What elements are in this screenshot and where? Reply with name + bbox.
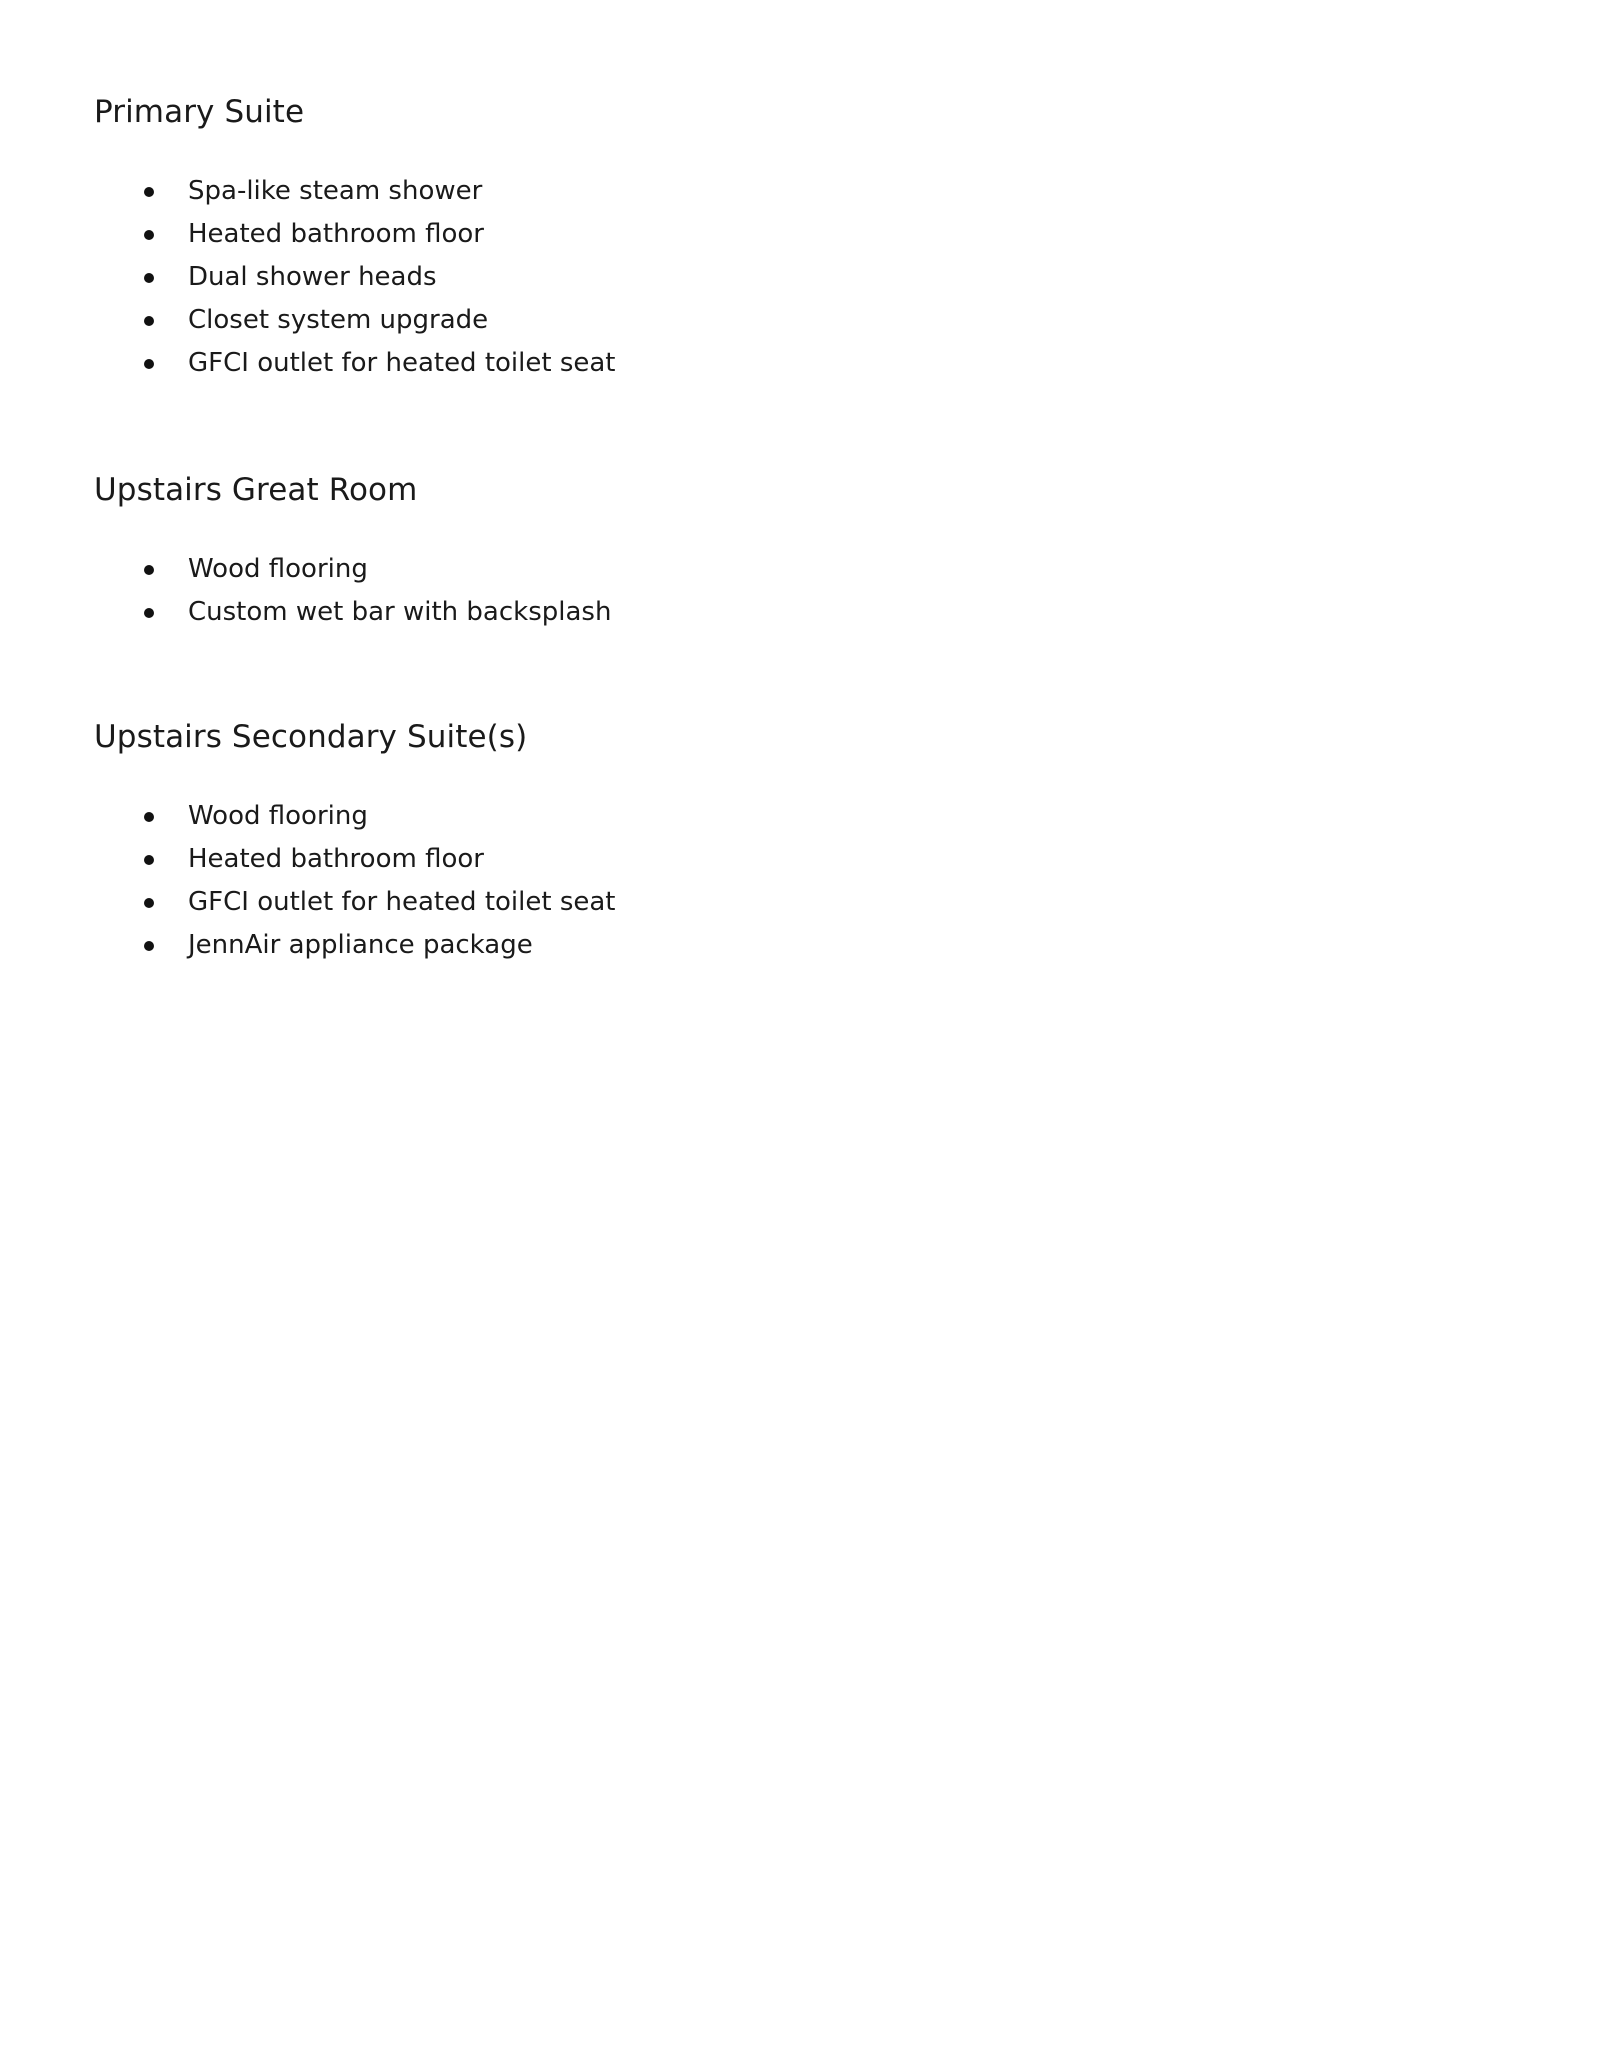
bullet-icon (144, 855, 154, 865)
bullet-icon (144, 608, 154, 618)
list-item-text: Closet system upgrade (188, 305, 489, 335)
bullet-icon (144, 230, 154, 240)
list-item-text: Heated bathroom floor (188, 844, 484, 874)
bullet-icon (144, 316, 154, 326)
list-item (94, 256, 1494, 299)
list-item-text: Heated bathroom floor (188, 219, 484, 249)
feature-list (94, 170, 1494, 385)
list-item-text: Wood flooring (188, 554, 368, 584)
section-upstairs-great-room (94, 470, 1494, 634)
list-item (94, 342, 1494, 385)
section-upstairs-secondary-suites (94, 717, 1494, 967)
list-item-text: GFCI outlet for heated toilet seat (188, 348, 616, 378)
list-item (94, 924, 1494, 967)
bullet-icon (144, 812, 154, 822)
list-item (94, 213, 1494, 256)
bullet-icon (144, 565, 154, 575)
section-heading: Upstairs Secondary Suite(s) (94, 719, 528, 755)
list-item (94, 548, 1494, 591)
list-item (94, 881, 1494, 924)
section-heading: Upstairs Great Room (94, 472, 418, 508)
list-item-text: Dual shower heads (188, 262, 437, 292)
section-heading: Primary Suite (94, 94, 305, 130)
feature-list (94, 548, 1494, 634)
list-item-text: Custom wet bar with backsplash (188, 597, 612, 627)
bullet-icon (144, 898, 154, 908)
list-item (94, 299, 1494, 342)
bullet-icon (144, 187, 154, 197)
list-item (94, 795, 1494, 838)
list-item-text: Wood flooring (188, 801, 368, 831)
list-item-text: Spa-like steam shower (188, 176, 483, 206)
list-item (94, 838, 1494, 881)
bullet-icon (144, 359, 154, 369)
list-item (94, 591, 1494, 634)
list-item (94, 170, 1494, 213)
section-primary-suite (94, 92, 1494, 385)
feature-list (94, 795, 1494, 967)
bullet-icon (144, 941, 154, 951)
list-item-text: GFCI outlet for heated toilet seat (188, 887, 616, 917)
list-item-text: JennAir appliance package (188, 930, 533, 960)
bullet-icon (144, 273, 154, 283)
